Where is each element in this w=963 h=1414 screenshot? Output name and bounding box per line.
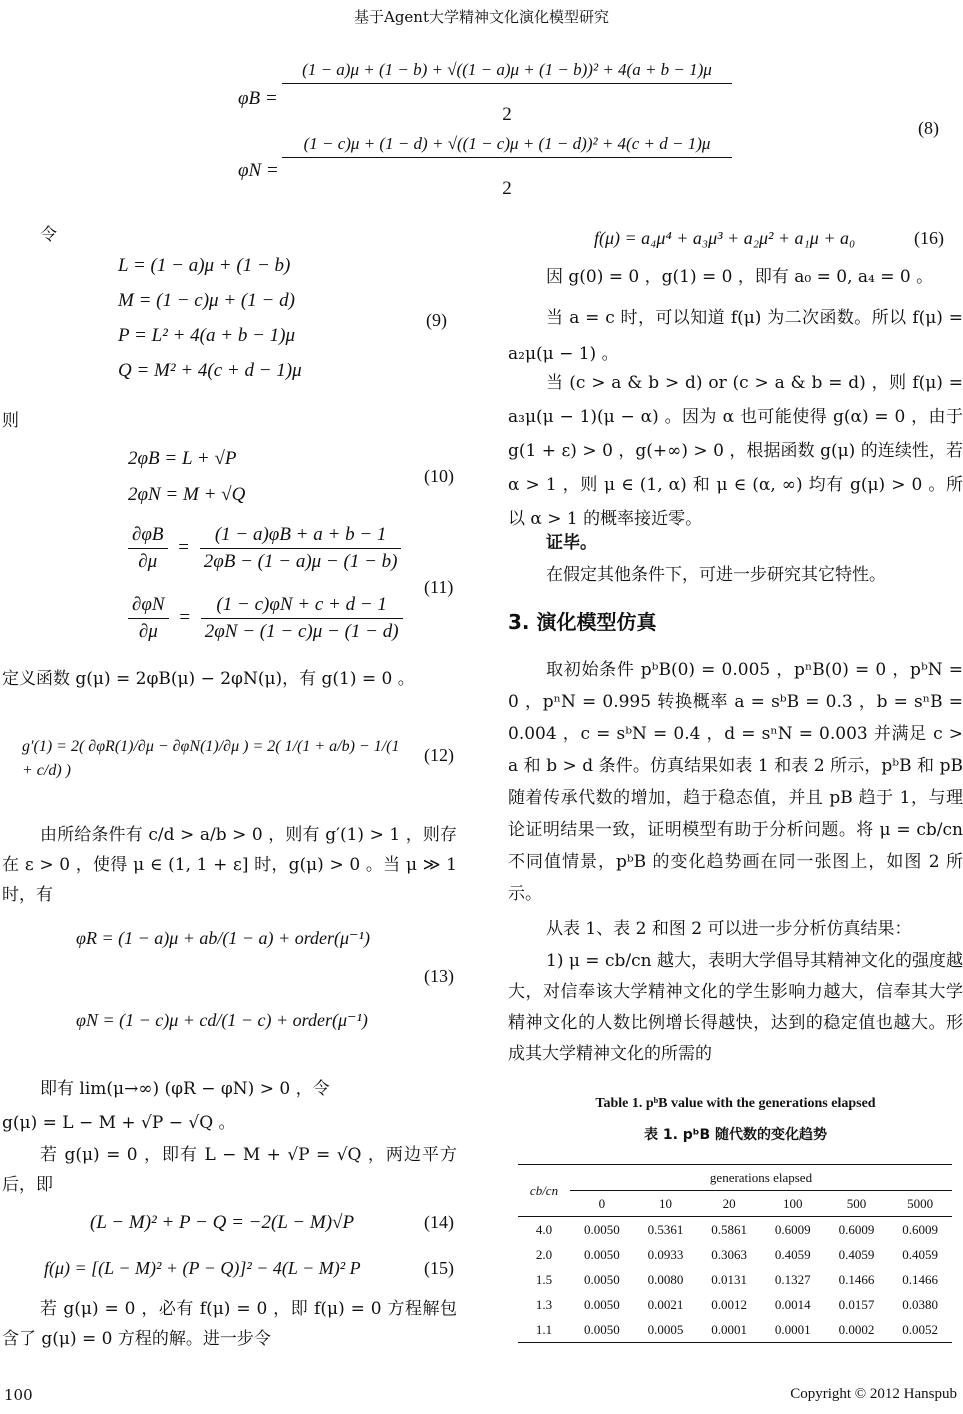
eq9-line3: P = L² + 4(a + b − 1)μ	[118, 325, 296, 346]
eq8-n-numerator: (1 − c)μ + (1 − d) + √((1 − c)μ + (1 − d))² + 4(c + d − 1)μ	[282, 134, 732, 158]
eq13-number: (13)	[424, 966, 454, 986]
eq8-b-numerator: (1 − a)μ + (1 − b) + √((1 − a)μ + (1 − b))² + 4(a + b − 1)μ	[282, 60, 732, 84]
table-cell: 0.0001	[761, 1317, 825, 1343]
table-cell: 0.0080	[647, 1271, 684, 1287]
eq15: f(μ) = [(L − M)² + (P − Q)]² − 4(L − M)² P	[44, 1258, 361, 1278]
eq8-b-lhs: φB =	[238, 88, 278, 109]
table-column-header: 10	[634, 1191, 698, 1217]
eq11-n-rhs-num: (1 − c)φN + c + d − 1	[201, 594, 403, 619]
table-row-label: 1.3	[535, 1296, 553, 1312]
table-cell: 0.0005	[634, 1317, 698, 1343]
table-cell: 0.0933	[647, 1246, 684, 1262]
text-define-g: 定义函数 g(μ) = 2φB(μ) − 2φN(μ)，有 g(1) = 0 。	[2, 669, 415, 689]
table-cell: 0.6009	[902, 1221, 939, 1237]
text-simulation: 取初始条件 pᵇB(0) = 0.005 ，pⁿB(0) = 0 ，pᵇN = 0 ，pⁿN = 0.995 转换概率 a = sᵇB = 0.3 ，b = sⁿB = 0.004 ，c = sᵇN = 0.4 ，d = sⁿN = 0.003 并满足 c > a 和 b > d 条件。仿真结果如表 1 和表 2 所示，pᵇB 和 pB 随着传承代数的增加，趋于稳态值，并且 pB 趋于 1，与理论证明结果一致，证明模型有助于分析问题。将 μ = cb/cn 不同值情景，pᵇB 的变化趋势画在同一张图上，如图 2 所示。	[508, 660, 963, 904]
table-cell: 0.6009	[838, 1221, 875, 1237]
table-row-header: cb/cn	[518, 1165, 570, 1217]
table-cell: 0.5861	[711, 1221, 748, 1237]
eq16: f(μ) = a₄μ⁴ + a₃μ³ + a₂μ² + a₁μ + a₀	[594, 228, 856, 248]
table-row	[518, 1267, 952, 1292]
eq11-b-rhs-num: (1 − a)φB + a + b − 1	[200, 524, 402, 549]
text-further-study: 在假定其他条件下，可进一步研究其它特性。	[546, 565, 886, 585]
table-column-header: 20	[697, 1191, 761, 1217]
data-table	[518, 1164, 952, 1343]
table-row-label: 1.5	[535, 1271, 553, 1287]
table-column-header: 0	[570, 1191, 634, 1217]
table-cell: 0.0012	[711, 1296, 748, 1312]
text-g-def: g(μ) = L − M + √P − √Q 。	[2, 1113, 236, 1133]
page-number: 100	[4, 1386, 33, 1404]
table-cell: 0.0052	[888, 1317, 952, 1343]
eq12: g′(1) = 2( ∂φR(1)/∂μ − ∂φN(1)/∂μ ) = 2( 1/(1 + a/b) − 1/(1 + c/d) )	[22, 738, 400, 779]
eq11-n-lhs-frac	[128, 594, 169, 643]
table-row-label: 4.0	[535, 1221, 553, 1237]
text-from-conditions: 由所给条件有 c/d > a/b > 0 ，则有 g′(1) > 1 ，则存在 ε > 0 ，使得 μ ∈ (1, 1 + ε] 时，g(μ) > 0 。当 μ ≫ 1 时，有	[2, 825, 457, 905]
text-g-roots: 因 g(0) = 0 ，g(1) = 0 ，即有 a₀ = 0, a₄ = 0 。	[546, 267, 934, 287]
table-cell: 0.3063	[711, 1246, 748, 1262]
table-group-header: generations elapsed	[570, 1165, 952, 1191]
table-row	[518, 1242, 952, 1267]
table-column-header: 5000	[888, 1191, 952, 1217]
eq10-number: (10)	[424, 466, 454, 486]
table-row-label: 1.1	[518, 1317, 570, 1343]
table-caption-en: Table 1. pᵇB value with the generations elapsed	[595, 1096, 876, 1111]
eq13-line1: φR = (1 − a)μ + ab/(1 − a) + order(μ⁻¹)	[76, 928, 370, 948]
table-body	[518, 1217, 952, 1343]
eq11-n-equals: =	[179, 606, 191, 628]
table-cell: 0.4059	[902, 1246, 939, 1262]
eq9-number: (9)	[426, 310, 447, 330]
eq8-n-lhs: φN =	[238, 160, 279, 181]
section-title: 3. 演化模型仿真	[508, 610, 657, 634]
eq10-line1: 2φB = L + √P	[128, 448, 237, 469]
copyright: Copyright © 2012 Hanspub	[790, 1386, 957, 1402]
text-proof-end: 证毕。	[546, 533, 597, 553]
table-cell: 0.0131	[711, 1271, 748, 1287]
text-analysis-intro: 从表 1、表 2 和图 2 可以进一步分析仿真结果：	[546, 919, 912, 939]
table-row	[518, 1317, 952, 1343]
table-cell: 0.0050	[583, 1246, 620, 1262]
text-ling: 令	[40, 225, 57, 245]
table-cell: 0.0050	[583, 1271, 620, 1287]
eq14-number: (14)	[424, 1212, 454, 1232]
table-column-header: 500	[825, 1191, 889, 1217]
table-cell: 0.5361	[647, 1221, 684, 1237]
text-ze: 则	[2, 411, 19, 431]
eq11-n-lhs-num: ∂φN	[128, 594, 169, 619]
table-cell: 0.0050	[583, 1296, 620, 1312]
table-cell: 0.0050	[583, 1221, 620, 1237]
eq11-b-lhs-frac	[128, 524, 168, 573]
table-cell: 0.1327	[774, 1271, 811, 1287]
eq11-b-lhs-den: ∂μ	[138, 551, 158, 572]
table-cell: 0.0380	[902, 1296, 939, 1312]
eq8-b-denominator: 2	[502, 104, 512, 125]
text-case-a-eq-c: 当 a = c 时，可以知道 f(μ) 为二次函数。所以 f(μ) = a₂μ(μ − 1) 。	[508, 308, 963, 364]
eq8-number: (8)	[918, 118, 939, 138]
eq11-b-rhs-den: 2φB − (1 − a)μ − (1 − b)	[203, 551, 398, 572]
eq12-number: (12)	[424, 745, 454, 765]
table-row-label: 2.0	[535, 1246, 553, 1262]
table-cell: 0.0157	[838, 1296, 875, 1312]
table-cell: 0.1466	[902, 1271, 939, 1287]
eq9-line4: Q = M² + 4(c + d − 1)μ	[118, 360, 302, 381]
eq11-b-lhs-num: ∂φB	[128, 524, 168, 549]
table-cell: 0.4059	[838, 1246, 875, 1262]
eq11-n-rhs-den: 2φN − (1 − c)μ − (1 − d)	[204, 621, 399, 642]
eq11-n-row	[128, 594, 403, 643]
eq11-n-lhs-den: ∂μ	[138, 621, 158, 642]
text-point-1: 1) μ = cb/cn 越大，表明大学倡导其精神文化的强度越大，对信奉该大学精神文化的学生影响力越大，信奉其大学精神文化的人数比例增长得越快，达到的稳定值也越大。形成其大学精神文化的所需的	[508, 951, 963, 1064]
table-row	[518, 1217, 952, 1243]
table-cell: 0.0002	[825, 1317, 889, 1343]
table-cell: 0.0021	[647, 1296, 684, 1312]
text-if-g-zero: 若 g(μ) = 0 ，即有 L − M + √P = √Q ，两边平方后，即	[2, 1145, 457, 1195]
text-further: 若 g(μ) = 0 ，必有 f(μ) = 0 ，即 f(μ) = 0 方程解包含了 g(μ) = 0 方程的解。进一步令	[2, 1299, 457, 1349]
eq15-number: (15)	[424, 1258, 454, 1278]
eq10-line2: 2φN = M + √Q	[128, 484, 246, 505]
table-column-headers	[518, 1191, 952, 1217]
eq9-line1: L = (1 − a)μ + (1 − b)	[118, 255, 291, 276]
eq9-line2: M = (1 − c)μ + (1 − d)	[118, 290, 295, 311]
table-cell: 0.6009	[774, 1221, 811, 1237]
table-cell: 0.0014	[774, 1296, 811, 1312]
eq11-n-rhs-frac	[201, 594, 403, 643]
eq11-b-rhs-frac	[200, 524, 402, 573]
table-cell: 0.4059	[774, 1246, 811, 1262]
page-header: 基于Agent大学精神文化演化模型研究	[353, 8, 609, 26]
eq16-number: (16)	[914, 228, 944, 248]
table-cell: 0.1466	[838, 1271, 875, 1287]
eq11-number: (11)	[424, 577, 454, 597]
text-case-alpha: 当 (c > a & b > d) or (c > a & b = d) ，则 f(μ) = a₃μ(μ − 1)(μ − α) 。因为 α 也可能使得 g(α) = 0 ，由于 g(1 + ε) > 0 ，g(+∞) > 0 ，根据函数 g(μ) 的连续性，若 α > 1 ，则 μ ∈ (1, α) 和 μ ∈ (α, ∞) 均有 g(μ) > 0 。所以 α > 1 的概率接近零。	[508, 373, 963, 529]
eq13-line2: φN = (1 − c)μ + cd/(1 − c) + order(μ⁻¹)	[76, 1010, 368, 1030]
eq14: (L − M)² + P − Q = −2(L − M)√P	[90, 1212, 355, 1233]
eq8-n-denominator: 2	[502, 178, 512, 199]
table-column-header: 100	[761, 1191, 825, 1217]
table-cell: 0.0001	[697, 1317, 761, 1343]
text-lim: 即有 lim(μ→∞) (φR − φN) > 0 ，令	[40, 1079, 330, 1099]
table-row	[518, 1292, 952, 1317]
eq11-b-equals: =	[178, 536, 189, 558]
eq11-b-row	[128, 524, 401, 573]
table-cell: 0.0050	[570, 1317, 634, 1343]
table-caption-cn: 表 1. pᵇB 随代数的变化趋势	[643, 1127, 828, 1143]
